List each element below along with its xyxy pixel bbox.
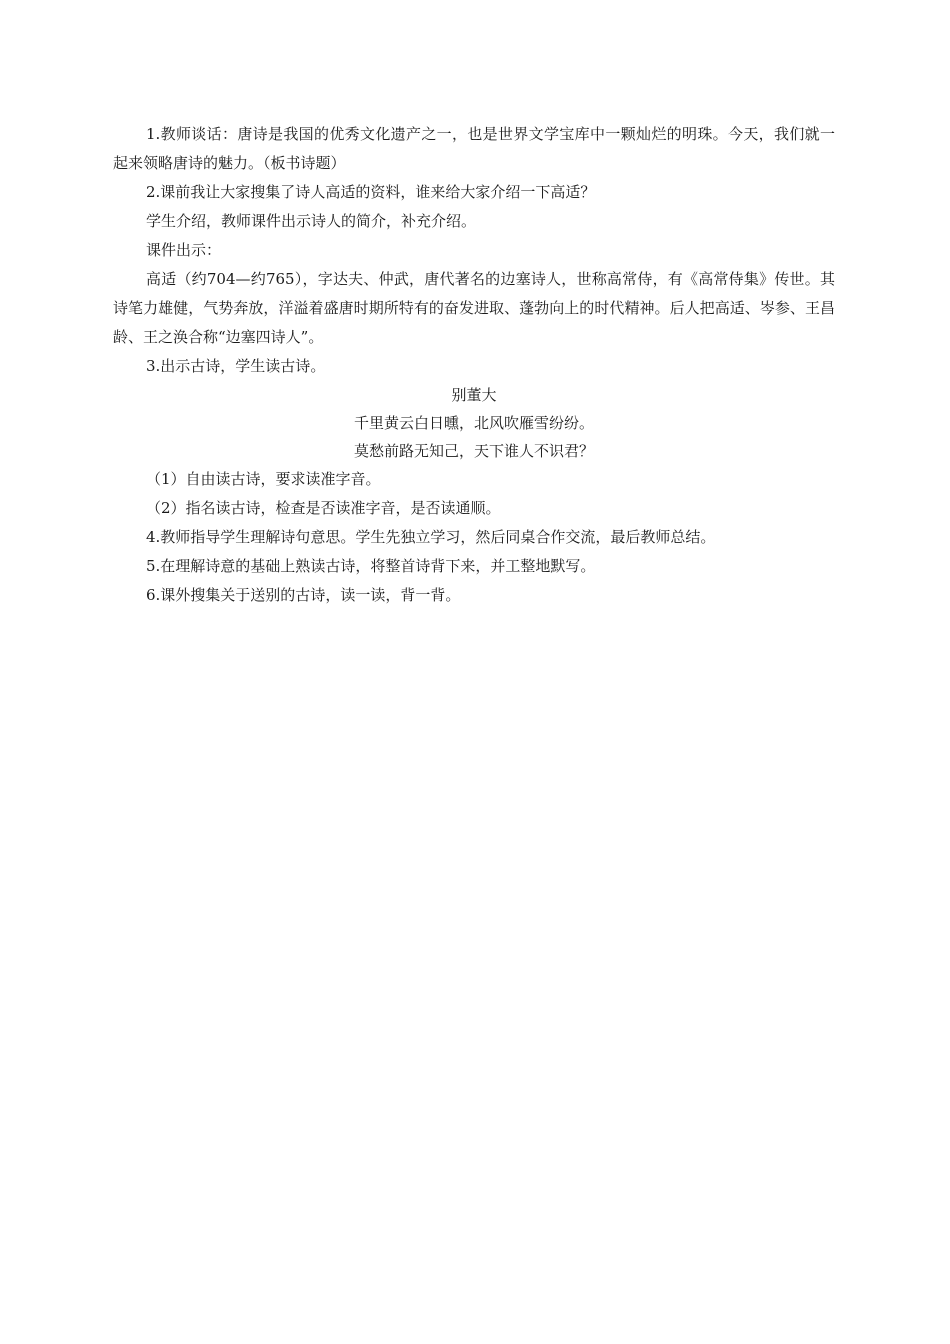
poem-line: 莫愁前路无知己，天下谁人不识君？ [353,442,594,460]
document-body [113,120,835,610]
paragraph-teacher-intro: 1.教师谈话：唐诗是我国的优秀文化遗产之一，也是世界文学宝库中一颗灿烂的明珠。今天，我们就一起来领略唐诗的魅力。（板书诗题） [113,125,835,172]
paragraph-student-intro: 学生介绍，教师课件出示诗人的简介，补充介绍。 [146,212,477,230]
poem-line: 千里黄云白日曛，北风吹雁雪纷纷。 [353,414,594,432]
paragraph-courseware-label: 课件出示： [146,241,222,259]
paragraph-poet-bio: 高适（约704—约765），字达夫、仲武，唐代著名的边塞诗人，世称高常侍，有《高常侍集》传世。其诗笔力雄健，气势奔放，洋溢着盛唐时期所特有的奋发进取、蓬勃向上的时代精神。后人把高适、岑参、王昌龄、王之涣合称“边塞四诗人”。 [113,270,835,346]
step-named-reading: （2）指名读古诗，检查是否读准字音，是否读通顺。 [146,499,501,517]
paragraph-show-poem: 3.出示古诗，学生读古诗。 [146,357,326,375]
paragraph-collect-info: 2.课前我让大家搜集了诗人高适的资料，谁来给大家介绍一下高适？ [146,183,596,201]
step-free-reading: （1）自由读古诗，要求读准字音。 [146,470,381,488]
poem-title: 别董大 [451,386,497,404]
step-extra-poems: 6.课外搜集关于送别的古诗，读一读，背一背。 [146,586,461,604]
step-recite-write: 5.在理解诗意的基础上熟读古诗，将整首诗背下来，并工整地默写。 [146,557,596,575]
step-understand-meaning: 4.教师指导学生理解诗句意思。学生先独立学习，然后同桌合作交流，最后教师总结。 [146,528,716,546]
